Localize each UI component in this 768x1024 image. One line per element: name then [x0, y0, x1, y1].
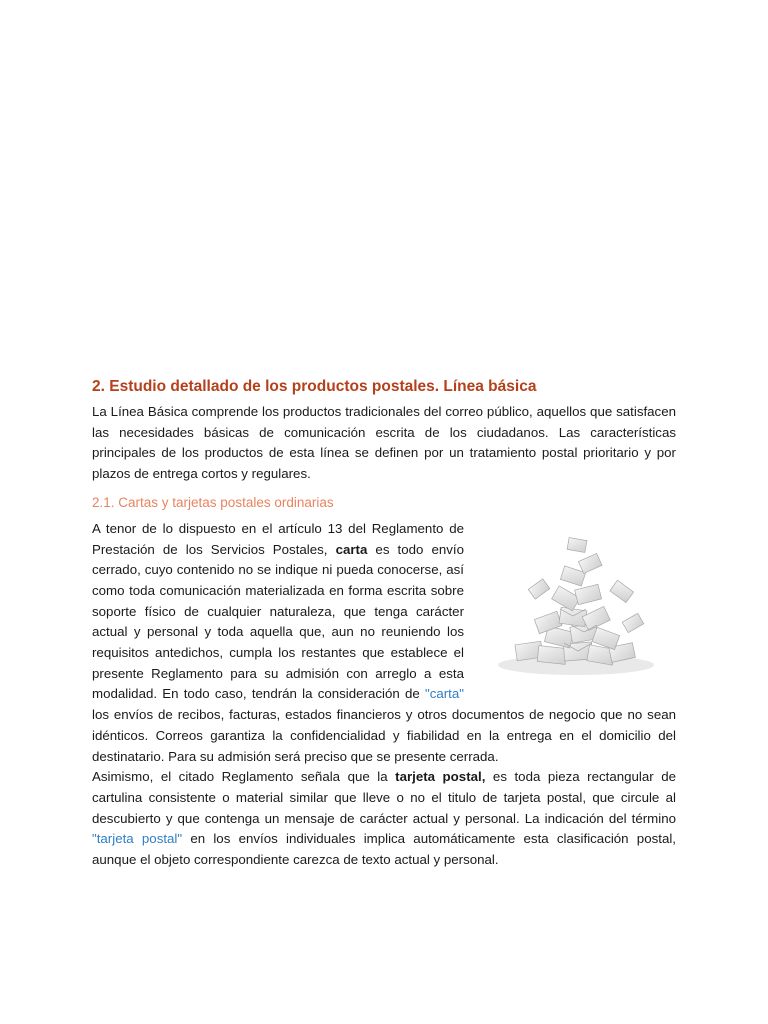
carta-text-a: A tenor de lo dispuesto en el artículo 13 del Reglamento de Prestación de los Servicios Postales, — [92, 520, 464, 557]
carta-text-c: es todo envío cerrado, cuyo contenido no se indique ni pueda conocerse, así como toda comunicación materializada en forma escrita sobre soporte físico de cualquier naturaleza, que tenga carácter actual y personal y toda aquella que, aun no reuniendo los requisitos antedichos, cumpla los restantes que establece el presente Reglamento para su admisión con arreglo a esta modalidad. En todo caso, tendrán la consideración de — [92, 541, 464, 702]
paragraph-carta — [92, 519, 676, 767]
section-title: 2. Estudio detallado de los productos postales. Línea básica — [92, 378, 537, 395]
subsection-title: 2.1. Cartas y tarjetas postales ordinarias — [92, 494, 334, 510]
tarjeta-term: tarjeta postal, — [395, 769, 486, 785]
tarjeta-text-e: en los envíos individuales implica automáticamente esta clasificación postal, aunque el objeto correspondiente carezca de texto actual y personal. — [92, 831, 676, 868]
tarjeta-text-a: Asimismo, el citado Reglamento señala que la — [92, 769, 396, 785]
carta-text-e: los envíos de recibos, facturas, estados financieros y otros documentos de negocio que no sean idénticos. Correos garantiza la confidencialidad y fiabilidad en la entrega en el domicilio del destinatario. Para su admisión será preciso que se presente cerrada. — [92, 707, 676, 764]
content-area — [92, 372, 676, 871]
paragraph-tarjeta — [92, 767, 676, 871]
carta-term: carta — [335, 541, 368, 557]
tarjeta-quoted-term: "tarjeta postal" — [92, 831, 183, 847]
intro-paragraph: La Línea Básica comprende los productos tradicionales del correo público, aquellos que satisfacen las necesidades básicas de comunicación escrita de los ciudadanos. Las características principales de los productos de esta línea se definen por un tratamiento postal prioritario y por plazos de entrega cortos y regulares. — [92, 404, 676, 482]
carta-quoted-term: "carta" — [424, 686, 464, 702]
tarjeta-text-c: es toda pieza rectangular de cartulina consistente o material similar que lleve o no el titulo de tarjeta postal, que circule al descubierto y que contenga un mensaje de carácter actual y personal. La indicación del término — [92, 769, 676, 826]
falling-envelopes-icon — [476, 525, 676, 685]
